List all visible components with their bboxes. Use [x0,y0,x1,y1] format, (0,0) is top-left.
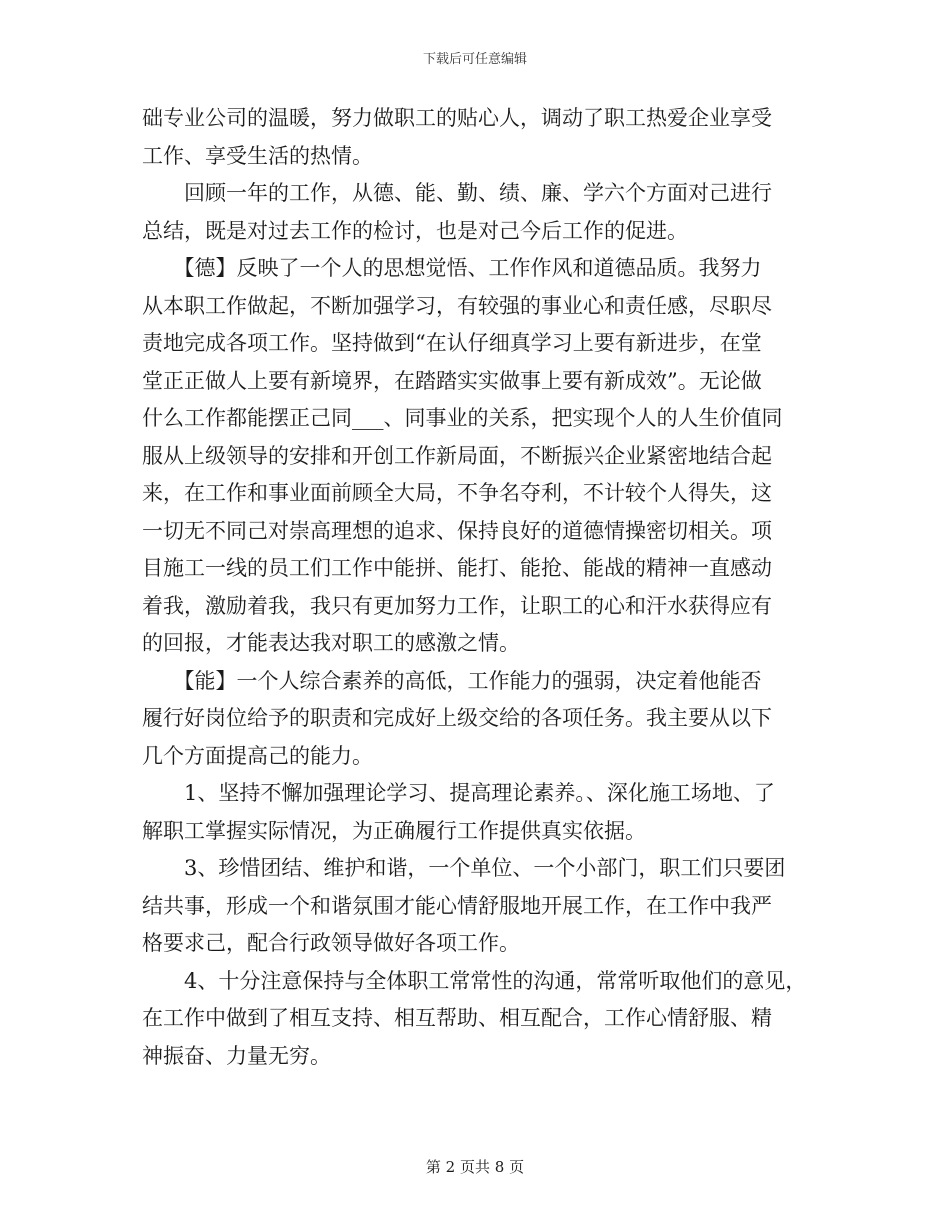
text-line: 几个方面提高己的能力。 [142,743,373,768]
text-line: 3、珍惜团结、维护和谐，一个单位、一个小部门，职工们只要团 [142,856,786,880]
text-line: 目施工一线的员工们工作中能拼、能打、能抢、能战的精神一直感动 [142,556,772,580]
text-line: 在工作中做到了相互支持、相互帮助、相互配合，工作心情舒服、精 [142,1006,772,1030]
text-line: 从本职工作做起，不断加强学习，有较强的事业心和责任感，尽职尽 [142,293,772,318]
text-line: 回顾一年的工作，从德、能、勤、绩、廉、学六个方面对己进行 [142,181,772,205]
text-line: 服从上级领导的安排和开创工作新局面，不断振兴企业紧密地结合起 [142,443,772,468]
document-body [142,100,822,1075]
text-line: 【能】一个人综合素养的高低，工作能力的强弱，决定着他能否 [142,668,762,693]
text-line: 解职工掌握实际情况，为正确履行工作提供真实依据。 [142,818,646,843]
text-line: 着我，激励着我，我只有更加努力工作，让职工的心和汗水获得应有 [142,593,772,618]
text-line: 工作、享受生活的热情。 [142,143,373,168]
text-line: 一切无不同己对崇高理想的追求、保持良好的道德情操密切相关。项 [142,518,772,543]
text-line: 什么工作都能摆正己同___、同事业的关系，把实现个人的人生价值同 [142,406,783,430]
text-line: 1、坚持不懈加强理论学习、提高理论素养。、深化施工场地、了 [142,781,775,805]
text-line: 履行好岗位给予的职责和完成好上级交给的各项任务。我主要从以下 [142,706,772,730]
text-line: 总结，既是对过去工作的检讨，也是对己今后工作的促进。 [142,218,688,243]
text-line: 础专业公司的温暖，努力做职工的贴心人，调动了职工热爱企业享受 [142,106,772,130]
text-line: 格要求己，配合行政领导做好各项工作。 [142,931,520,955]
text-line: 结共事，形成一个和谐氛围才能心情舒服地开展工作，在工作中我严 [142,893,772,918]
text-line: 来，在工作和事业面前顾全大局，不争名夺利，不计较个人得失，这 [142,481,772,505]
text-line: 的回报，才能表达我对职工的感激之情。 [142,631,520,655]
text-line: 4、十分注意保持与全体职工常常性的沟通，常常听取他们的意见， [142,968,807,993]
text-line: 神振奋、力量无穷。 [142,1043,331,1068]
text-line: 责地完成各项工作。坚持做到“在认仔细真学习上要有新进步，在堂 [142,331,762,355]
text-line: 【德】反映了一个人的思想觉悟、工作作风和道德品质。我努力 [142,256,762,280]
page-header: 下载后可任意编辑 [422,52,527,67]
page-number: 第 2 页共 8 页 [425,1158,525,1176]
text-line: 堂正正做人上要有新境界，在踏踏实实做事上要有新成效”。无论做 [142,368,762,393]
